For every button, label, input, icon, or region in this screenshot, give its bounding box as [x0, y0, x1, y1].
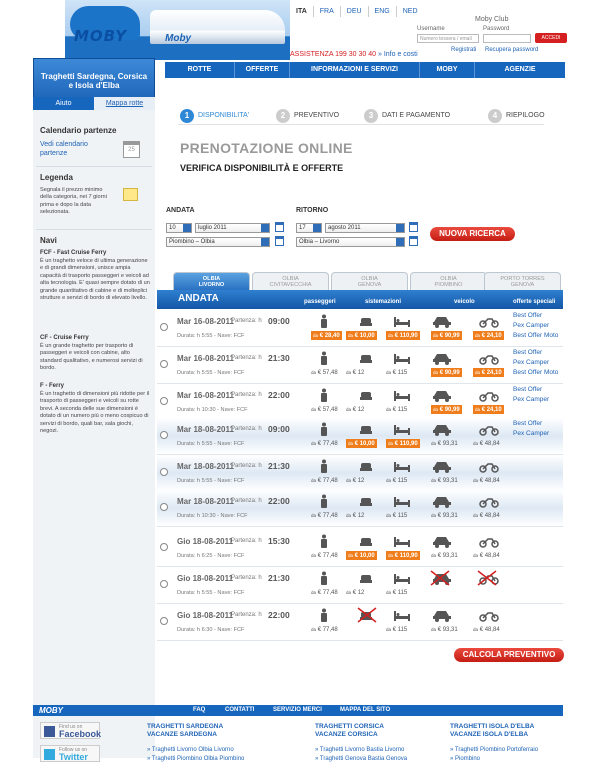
row-duration: Durata: h 5:55 - Nave: FCF	[177, 590, 245, 596]
step-number: 2	[276, 109, 290, 123]
row-departure-time: 09:00	[268, 316, 290, 326]
assistance-phone: 199 30 30 40	[335, 51, 377, 58]
bed-price[interactable]: da € 115	[386, 590, 408, 596]
route-tab-to: GENOVA	[357, 282, 382, 288]
nav-rotte[interactable]: ROTTE	[165, 62, 235, 78]
moto-price[interactable]: da € 24,10	[475, 370, 502, 376]
special-offer-link[interactable]: Pex Camper	[513, 430, 550, 437]
moto-price[interactable]: da € 24,10	[475, 333, 502, 339]
bed-price[interactable]: da € 110,90	[388, 333, 418, 339]
row-date: Mar 18-08-2011	[177, 497, 234, 506]
row-select-radio[interactable]	[160, 617, 168, 625]
lang-fra[interactable]: FRA	[314, 6, 341, 17]
step-label: PREVENTIVO	[294, 112, 340, 119]
route-tab-olbia-civitavecchia[interactable]	[252, 272, 329, 290]
special-offer-link[interactable]: Pex Camper	[513, 359, 550, 366]
footer-link-faq[interactable]: FAQ	[193, 707, 206, 713]
seat-price[interactable]: da € 10,00	[348, 333, 375, 339]
row-departure-time: 22:00	[268, 390, 290, 400]
person-price[interactable]: da € 57,48	[311, 370, 338, 376]
route-tab-portotorres-genova[interactable]	[484, 272, 561, 290]
username-field[interactable]: Numero tessera / email	[417, 34, 479, 43]
row-departure-time: 22:00	[268, 610, 290, 620]
ritorno-month-select[interactable]: agosto 2011	[325, 223, 405, 233]
car-price[interactable]: da € 93,31	[431, 513, 458, 519]
unavailable-icon	[359, 608, 373, 622]
footer-col1-link1[interactable]: » Traghetti Livorno Olbia Livorno	[147, 747, 234, 753]
person-icon	[317, 351, 331, 365]
person-icon	[317, 608, 331, 622]
footer-col3-link2[interactable]: » Piombino	[450, 756, 481, 762]
seat-icon	[359, 351, 373, 365]
row-departure-label: Partenza: h	[231, 575, 262, 581]
moto-icon	[479, 494, 493, 508]
route-tab-olbia-piombino[interactable]	[410, 272, 487, 290]
moby-logo[interactable]: MOBY	[74, 27, 128, 45]
footer-link-contatti[interactable]: CONTATTI	[225, 707, 255, 713]
row-duration: Durata: h 10:30 - Nave: FCF	[177, 513, 248, 519]
moto-price[interactable]: da € 48,84	[473, 478, 500, 484]
car-price[interactable]: da € 93,31	[431, 553, 458, 559]
route-tab-from: OLBIA	[440, 276, 457, 282]
row-date: Mar 16-08-2011	[177, 391, 234, 400]
sidebar-title: Traghetti Sardegna, Corsica e Isola d'Elba	[40, 72, 148, 90]
moto-price[interactable]: da € 48,84	[473, 513, 500, 519]
person-price[interactable]: da € 57,48	[311, 407, 338, 413]
andata-label: ANDATA	[166, 207, 195, 214]
car-icon	[432, 459, 446, 473]
row-select-radio[interactable]	[160, 468, 168, 476]
assistance-label: ASSISTENZA	[290, 51, 334, 58]
divider	[36, 166, 152, 167]
col-passengers: passeggeri	[304, 299, 336, 305]
password-label: Password	[483, 26, 510, 32]
bed-icon	[394, 534, 408, 548]
moto-icon	[479, 388, 493, 402]
row-duration: Durata: h 5:55 - Nave: FCF	[177, 333, 245, 339]
bed-icon	[394, 494, 408, 508]
col-offers: offerte speciali	[513, 299, 556, 305]
person-price[interactable]: da € 77,48	[311, 478, 338, 484]
bed-icon	[394, 459, 408, 473]
car-icon	[432, 534, 446, 548]
lang-deu[interactable]: DEU	[341, 6, 369, 17]
person-price[interactable]: da € 77,48	[311, 627, 338, 633]
seat-price[interactable]: da € 10,00	[348, 553, 375, 559]
row-departure-time: 21:30	[268, 353, 290, 363]
moto-icon	[479, 534, 493, 548]
seat-icon	[359, 494, 373, 508]
info-arrow-icon: »	[377, 51, 382, 58]
andata-route-calendar-icon[interactable]	[275, 236, 284, 246]
calendar-heading: Calendario partenze	[40, 126, 117, 135]
seat-icon	[359, 388, 373, 402]
route-tab-to: GENOVA	[510, 282, 535, 288]
row-duration: Durata: h 5:55 - Nave: FCF	[177, 478, 245, 484]
bed-price[interactable]: da € 115	[386, 370, 408, 376]
unavailable-icon	[479, 571, 493, 585]
twitter-label: Twitter	[59, 752, 88, 762]
lang-ned[interactable]: NED	[402, 8, 418, 15]
sidebar-tabs	[33, 97, 155, 110]
special-offer-link[interactable]: Pex Camper	[513, 322, 550, 329]
special-offer-link[interactable]: Best Offer	[513, 312, 543, 319]
bed-icon	[394, 571, 408, 585]
bed-icon	[394, 314, 408, 328]
car-icon	[432, 351, 446, 365]
row-select-radio[interactable]	[160, 360, 168, 368]
row-departure-label: Partenza: h	[231, 355, 262, 361]
table-row[interactable]	[157, 347, 563, 384]
table-row[interactable]	[157, 310, 563, 347]
bed-price[interactable]: da € 110,90	[388, 553, 418, 559]
seat-icon	[359, 314, 373, 328]
row-departure-label: Partenza: h	[231, 392, 262, 398]
seat-icon	[359, 571, 373, 585]
person-icon	[317, 534, 331, 548]
person-icon	[317, 422, 331, 436]
row-duration: Durata: h 6:30 - Nave: FCF	[177, 627, 245, 633]
seat-price[interactable]: da € 12	[346, 590, 365, 596]
login-button[interactable]: ACCEDI	[535, 33, 567, 43]
navi-heading: Navi	[40, 236, 57, 245]
car-icon	[432, 494, 446, 508]
col-accommodation: sistemazioni	[365, 299, 402, 305]
language-selector	[290, 6, 424, 17]
special-offer-link[interactable]: Best Offer	[513, 386, 543, 393]
ship-type-fcf-text: È un traghetto veloce di ultima generazione e di grandi dimensioni, unisce ampia capacità di trasporto passeggeri e veicoli ad alta tecnologia. E' quasi sempre dotato di un grande quantitativo di cabine e di molteplici strutture e servizi di bordo di elevato livello.	[40, 258, 150, 302]
new-search-button[interactable]: NUOVA RICERCA	[430, 227, 515, 241]
seat-icon	[359, 422, 373, 436]
bed-icon	[394, 388, 408, 402]
row-duration: Durata: h 10:30 - Nave: FCF	[177, 407, 248, 413]
step-number: 1	[180, 109, 194, 123]
table-row[interactable]	[157, 567, 563, 604]
unavailable-icon	[432, 571, 446, 585]
facebook-badge[interactable]	[40, 722, 100, 739]
andata-month-select[interactable]: luglio 2011	[195, 223, 270, 233]
step-label: DATI E PAGAMENTO	[382, 112, 451, 119]
table-row[interactable]	[157, 490, 563, 527]
person-price[interactable]: da € 77,48	[311, 553, 338, 559]
footer-col2-link1[interactable]: » Traghetti Livorno Bastia Livorno	[315, 747, 405, 753]
footer-bar	[33, 705, 563, 716]
moto-icon	[479, 351, 493, 365]
footer-col1-link2[interactable]: » Traghetti Piombino Olbia Piombino	[147, 756, 245, 762]
ritorno-route-calendar-icon[interactable]	[409, 236, 418, 246]
bed-icon	[394, 351, 408, 365]
car-price[interactable]: da € 93,31	[431, 627, 458, 633]
row-select-radio[interactable]	[160, 580, 168, 588]
row-date: Gio 18-08-2011	[177, 574, 234, 583]
table-row[interactable]	[157, 418, 563, 455]
legend-text: Segnala il prezzo minimo della categoria, nei 7 giorni prima e dopo la data selezionata.	[40, 187, 107, 216]
recover-password-link[interactable]: Recupera password	[485, 47, 539, 53]
lang-ita[interactable]: ITA	[290, 6, 314, 17]
car-icon	[432, 422, 446, 436]
car-price[interactable]: da € 90,99	[433, 370, 460, 376]
car-price[interactable]: da € 90,99	[433, 333, 460, 339]
row-date: Mar 18-08-2011	[177, 462, 234, 471]
person-price[interactable]: da € 77,48	[311, 590, 338, 596]
bed-icon	[394, 608, 408, 622]
tab-help[interactable]: Aiuto	[33, 97, 94, 110]
moto-icon	[479, 314, 493, 328]
row-departure-time: 21:30	[268, 573, 290, 583]
header	[0, 0, 600, 62]
legend-heading: Legenda	[40, 173, 73, 182]
car-icon	[432, 388, 446, 402]
ship-type-cf: CF - Cruise Ferry	[40, 335, 89, 341]
route-tab-olbia-genova[interactable]	[331, 272, 408, 290]
row-departure-label: Partenza: h	[231, 498, 262, 504]
footer-logo[interactable]: MOBY	[39, 706, 63, 715]
lang-eng[interactable]: ENG	[369, 6, 397, 17]
step-label: DISPONIBILITA'	[198, 112, 249, 119]
special-offer-link[interactable]: Best Offer	[513, 420, 543, 427]
footer-col2-heading1[interactable]: TRAGHETTI CORSICA	[315, 723, 384, 730]
row-duration: Durata: h 5:55 - Nave: FCF	[177, 441, 245, 447]
page-subtitle: VERIFICA DISPONIBILITÀ E OFFERTE	[180, 163, 344, 173]
moto-icon	[479, 608, 493, 622]
moby-club-login	[415, 16, 565, 58]
special-offer-link[interactable]: Best Offer Moto	[513, 369, 559, 376]
main-nav	[165, 62, 565, 78]
seat-price[interactable]: da € 10,00	[348, 441, 375, 447]
calendar-icon[interactable]: 25	[123, 141, 140, 158]
row-date: Mar 16-08-2011	[177, 317, 234, 326]
calculate-quote-button[interactable]: CALCOLA PREVENTIVO	[454, 648, 564, 662]
ritorno-calendar-icon[interactable]	[409, 222, 418, 232]
route-tab-from: PORTO TORRES	[500, 276, 545, 282]
row-select-radio[interactable]	[160, 503, 168, 511]
bed-price[interactable]: da € 115	[386, 513, 408, 519]
andata-route-select[interactable]: Piombino – Olbia	[166, 237, 270, 247]
facebook-label: Facebook	[59, 729, 102, 739]
smiley-note-icon	[123, 188, 138, 201]
route-tab-to: CIVITAVECCHIA	[269, 282, 312, 288]
row-departure-label: Partenza: h	[231, 426, 262, 432]
row-departure-label: Partenza: h	[231, 612, 262, 618]
col-vehicle: veicolo	[454, 299, 475, 305]
person-icon	[317, 314, 331, 328]
person-price[interactable]: da € 77,48	[311, 513, 338, 519]
tab-route-map[interactable]: Mappa rotte	[94, 97, 155, 110]
row-date: Mar 16-08-2011	[177, 354, 234, 363]
row-select-radio[interactable]	[160, 397, 168, 405]
footer-col1-heading2[interactable]: VACANZE SARDEGNA	[147, 731, 217, 738]
step-label: RIEPILOGO	[506, 112, 545, 119]
ritorno-day-select[interactable]: 17	[296, 223, 322, 233]
bed-price[interactable]: da € 115	[386, 627, 408, 633]
assistance-line	[290, 51, 418, 58]
table-title: ANDATA	[178, 293, 219, 304]
bed-icon	[394, 422, 408, 436]
ritorno-label: RITORNO	[296, 207, 329, 214]
route-tab-to: PIOMBINO	[434, 282, 463, 288]
ritorno-route-select[interactable]: Olbia – Livorno	[296, 237, 405, 247]
person-price[interactable]: da € 28,40	[313, 333, 340, 339]
route-tab-from: OLBIA	[202, 276, 221, 282]
route-tab-to: LIVORNO	[198, 282, 225, 288]
username-label: Username	[417, 26, 445, 32]
twitter-icon	[44, 749, 55, 760]
row-select-radio[interactable]	[160, 323, 168, 331]
car-icon	[432, 608, 446, 622]
route-tab-from: OLBIA	[282, 276, 299, 282]
seat-icon	[359, 459, 373, 473]
ship-type-fcf: FCF - Fast Cruise Ferry	[40, 250, 107, 256]
moto-icon	[479, 459, 493, 473]
footer-col3-heading2[interactable]: VACANZE ISOLA D'ELBA	[450, 731, 529, 738]
person-icon	[317, 494, 331, 508]
table-row[interactable]	[157, 384, 563, 421]
ship-type-f-text: È un traghetto di dimensioni più ridotte per il trasporto di passeggeri e veicoli su rotte brevi. A seconda delle sue dimensioni è dotato di un numero più o meno cospicuo di servizi di bordo, quali bar, sala giochi, negozi.	[40, 391, 150, 435]
footer-col3-heading1[interactable]: TRAGHETTI ISOLA D'ELBA	[450, 723, 535, 730]
bed-price[interactable]: da € 110,90	[388, 441, 418, 447]
nav-informazioni[interactable]: INFORMAZIONI E SERVIZI	[290, 62, 420, 78]
bed-price[interactable]: da € 115	[386, 407, 408, 413]
andata-calendar-icon[interactable]	[275, 222, 284, 232]
car-price[interactable]: da € 93,31	[431, 441, 458, 447]
seat-price[interactable]: da € 12	[346, 513, 365, 519]
footer-link-mappa[interactable]: MAPPA DEL SITO	[340, 707, 391, 713]
row-departure-label: Partenza: h	[231, 463, 262, 469]
row-select-radio[interactable]	[160, 431, 168, 439]
row-departure-label: Partenza: h	[231, 318, 262, 324]
ship-type-cf-text: È un grande traghetto per trasporto di passeggeri e veicoli con cabine, alto standard qualitativo, e numerosi servizi di bordo.	[40, 343, 143, 372]
special-offer-link[interactable]: Best Offer Moto	[513, 332, 559, 339]
ship-type-f: F - Ferry	[40, 383, 65, 389]
route-tab-from: OLBIA	[361, 276, 378, 282]
register-link[interactable]: Registrati	[451, 47, 477, 53]
divider	[36, 229, 152, 230]
table-row[interactable]	[157, 455, 563, 492]
row-departure-time: 15:30	[268, 536, 290, 546]
person-icon	[317, 571, 331, 585]
results-table-header	[157, 290, 563, 309]
password-field[interactable]	[483, 34, 531, 43]
row-select-radio[interactable]	[160, 543, 168, 551]
row-date: Mar 18-08-2011	[177, 425, 234, 434]
page-title: PRENOTAZIONE ONLINE	[180, 140, 353, 156]
table-row[interactable]	[157, 530, 563, 567]
row-date: Gio 18-08-2011	[177, 537, 234, 546]
special-offer-link[interactable]: Pex Camper	[513, 396, 550, 403]
nav-agenzie[interactable]: AGENZIE	[504, 66, 536, 73]
footer-link-servizio-merci[interactable]: SERVIZIO MERCI	[273, 707, 322, 713]
row-departure-label: Partenza: h	[231, 538, 262, 544]
moto-price[interactable]: da € 48,84	[473, 441, 500, 447]
nav-moby[interactable]: MOBY	[420, 62, 475, 78]
footer-col2-heading2[interactable]: VACANZE CORSICA	[315, 731, 378, 738]
nav-offerte[interactable]: OFFERTE	[235, 62, 290, 78]
bed-price[interactable]: da € 115	[386, 478, 408, 484]
footer-col3-link1[interactable]: » Traghetti Piombino Portoferraio	[450, 747, 539, 753]
route-tab-olbia-livorno[interactable]	[173, 272, 250, 290]
moto-price[interactable]: da € 48,84	[473, 627, 500, 633]
twitter-small: Follow us on	[59, 747, 88, 753]
row-date: Gio 18-08-2011	[177, 611, 234, 620]
row-duration: Durata: h 6:25 - Nave: FCF	[177, 553, 245, 559]
facebook-icon	[44, 726, 55, 737]
twitter-badge[interactable]	[40, 745, 100, 762]
person-icon	[317, 388, 331, 402]
step-number: 4	[488, 109, 502, 123]
person-price[interactable]: da € 77,48	[311, 441, 338, 447]
seat-price[interactable]: da € 12	[346, 407, 365, 413]
club-title: Moby Club	[475, 16, 509, 23]
row-duration: Durata: h 5:55 - Nave: FCF	[177, 370, 245, 376]
info-link[interactable]: Info e costi	[383, 51, 418, 58]
calendar-link[interactable]: Vedi calendario partenze	[40, 141, 88, 157]
footer-col2-link2[interactable]: » Traghetti Genova Bastia Genova	[315, 756, 408, 762]
andata-day-select[interactable]: 10	[166, 223, 192, 233]
row-departure-time: 22:00	[268, 496, 290, 506]
row-departure-time: 21:30	[268, 461, 290, 471]
seat-icon	[359, 534, 373, 548]
moto-price[interactable]: da € 24,10	[475, 407, 502, 413]
table-row[interactable]	[157, 604, 563, 641]
ship-name: Moby	[165, 33, 192, 44]
row-departure-time: 09:00	[268, 424, 290, 434]
seat-price[interactable]: da € 12	[346, 478, 365, 484]
car-price[interactable]: da € 90,99	[433, 407, 460, 413]
divider	[178, 124, 544, 125]
special-offer-link[interactable]: Best Offer	[513, 349, 543, 356]
moto-price[interactable]: da € 48,84	[473, 553, 500, 559]
car-price[interactable]: da € 93,31	[431, 478, 458, 484]
seat-price[interactable]: da € 12	[346, 370, 365, 376]
moto-icon	[479, 422, 493, 436]
footer-col1-heading1[interactable]: TRAGHETTI SARDEGNA	[147, 723, 224, 730]
car-icon	[432, 314, 446, 328]
facebook-small: Find us on	[59, 724, 83, 730]
person-icon	[317, 459, 331, 473]
step-number: 3	[364, 109, 378, 123]
